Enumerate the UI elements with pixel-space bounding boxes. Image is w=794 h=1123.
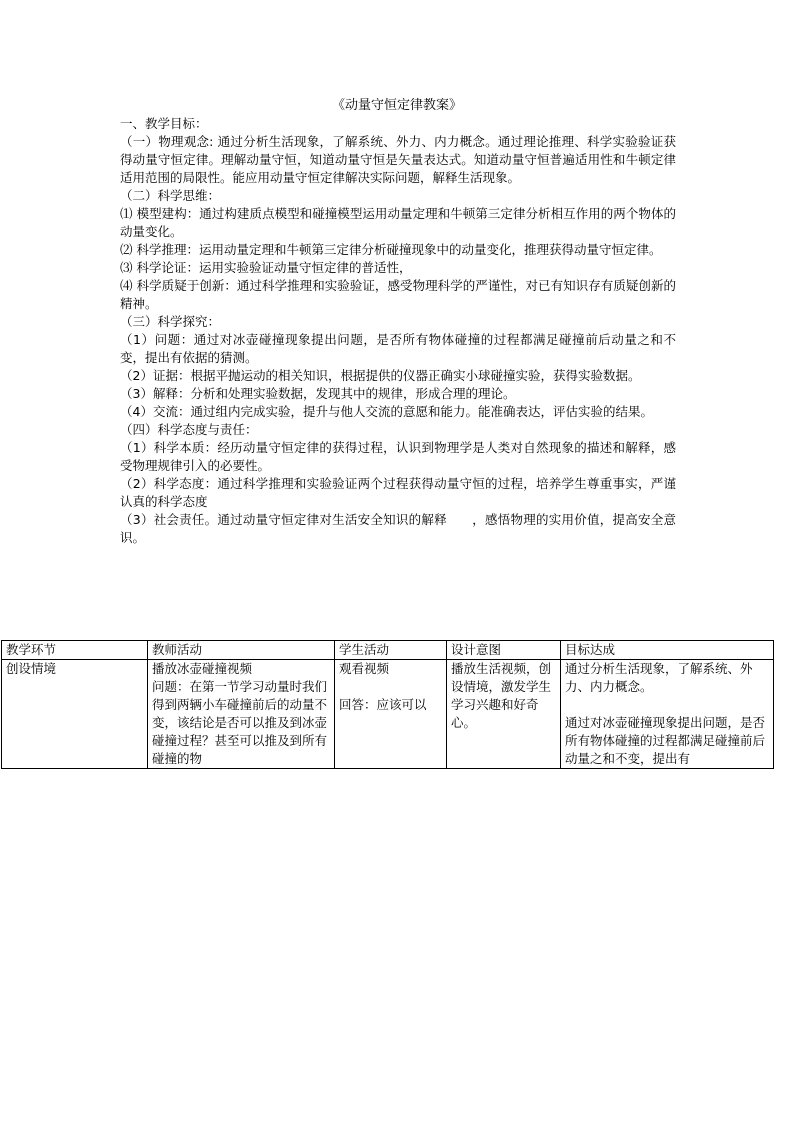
table-row <box>2 660 774 769</box>
table-header-row <box>2 641 774 660</box>
header-cell-student: 学生活动 <box>335 641 447 660</box>
paragraph: （2）证据：根据平抛运动的相关知识，根据提供的仪器正确实小球碰撞实验，获得实验数据。 <box>120 368 641 383</box>
document-title: 《动量守恒定律教案》 <box>331 98 462 113</box>
header-cell-teacher: 教师活动 <box>148 641 335 660</box>
document-body <box>120 115 676 547</box>
paragraph: ⑷ 科学质疑于创新：通过科学推理和实验验证，感受物理科学的严谨性，对已有知识存有质疑创新的精神。 <box>120 278 676 311</box>
cell-student: 观看视频 回答：应该可以 <box>335 660 447 769</box>
paragraph: （1）科学本质：经历动量守恒定律的获得过程，认识到物理学是人类对自然现象的描述和解释，感受物理规律引入的必要性。 <box>120 440 676 473</box>
cell-goal: 通过分析生活现象，了解系统、外力、内力概念。 通过对冰壶碰撞现象提出问题，是否所有物体碰撞的过程都满足碰撞前后动量之和不变，提出有 <box>561 660 774 769</box>
subsection-heading: （三）科学探究： <box>120 314 221 329</box>
header-cell-stage: 教学环节 <box>2 641 148 660</box>
paragraph: （一）物理观念: 通过分析生活现象，了解系统、外力、内力概念。通过理论推理、科学实验验证获得动量守恒定律。理解动量守恒，知道动量守恒是矢量表达式。知道动量守恒普遍适用性和牛顿定律适用范围的局限性。能应用动量守恒定律解决实际问题，解释生活现象。 <box>120 134 676 185</box>
paragraph: （3）社会责任。通过动量守恒定律对生活安全知识的解释 ，感悟物理的实用价值，提高安全意识。 <box>120 512 676 545</box>
header-cell-goal: 目标达成 <box>561 641 774 660</box>
subsection-heading: （二）科学思维： <box>120 188 221 203</box>
cell-stage: 创设情境 <box>2 660 148 769</box>
paragraph: （1）问题：通过对冰壶碰撞现象提出问题，是否所有物体碰撞的过程都满足碰撞前后动量之和不变，提出有依据的猜测。 <box>120 332 676 365</box>
lesson-table <box>1 640 774 769</box>
paragraph: ⑴ 模型建构：通过构建质点模型和碰撞模型运用动量定理和牛顿第三定律分析相互作用的两个物体的动量变化。 <box>120 206 676 239</box>
paragraph: （4）交流：通过组内完成实验，提升与他人交流的意愿和能力。能准确表达，评估实验的结果。 <box>120 404 653 419</box>
cell-teacher: 播放冰壶碰撞视频 问题：在第一节学习动量时我们得到两辆小车碰撞前后的动量不变，该结论是否可以推及到冰壶碰撞过程？甚至可以推及到所有碰撞的物 <box>148 660 335 769</box>
paragraph: （2）科学态度：通过科学推理和实验验证两个过程获得动量守恒的过程，培养学生尊重事实，严谨认真的科学态度 <box>120 476 676 509</box>
paragraph: ⑶ 科学论证：运用实验验证动量守恒定律的普适性， <box>120 260 412 275</box>
section-heading: 一、教学目标： <box>120 116 208 131</box>
subsection-heading: （四）科学态度与责任： <box>120 422 258 437</box>
header-cell-design: 设计意图 <box>447 641 561 660</box>
paragraph: ⑵ 科学推理：运用动量定理和牛顿第三定律分析碰撞现象中的动量变化，推理获得动量守恒定律。 <box>120 242 662 257</box>
paragraph: （3）解释：分析和处理实验数据，发现其中的规律，形成合理的理论。 <box>120 386 516 401</box>
cell-design: 播放生活视频，创设情境，激发学生学习兴趣和好奇心。 <box>447 660 561 769</box>
